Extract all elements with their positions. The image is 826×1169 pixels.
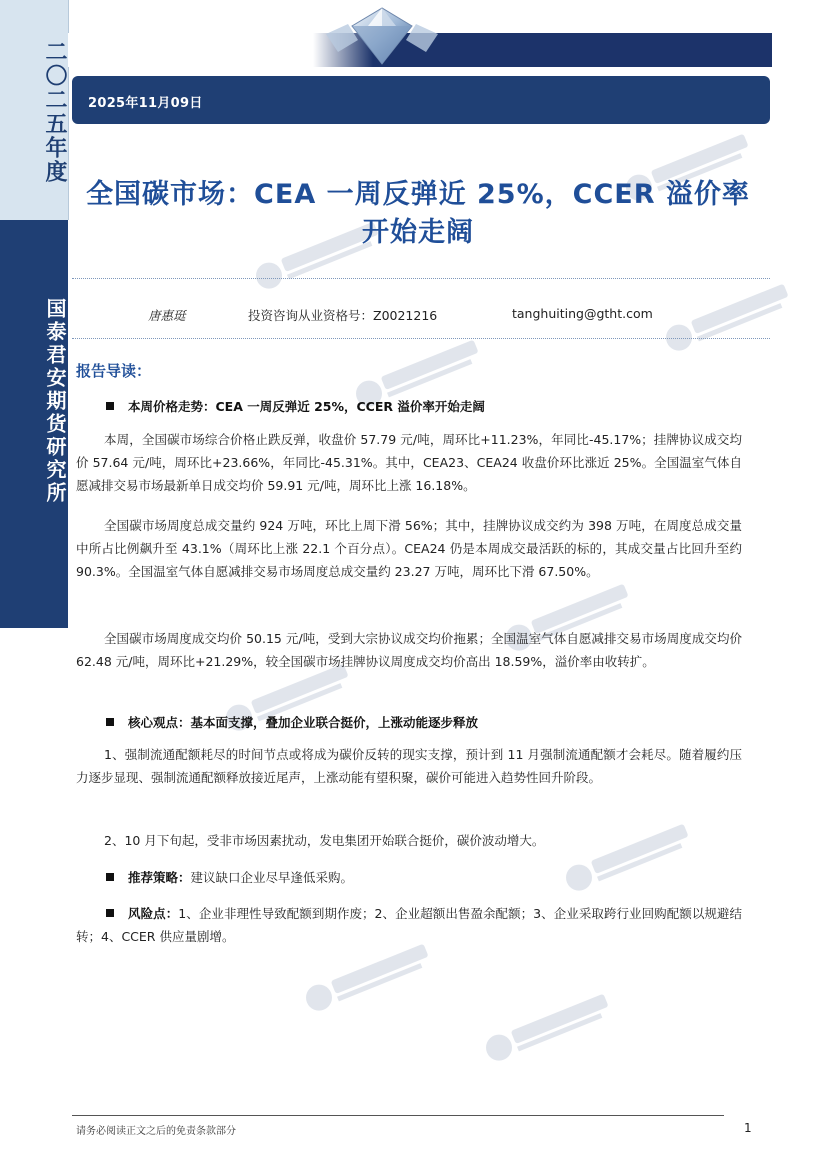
watermark-logo-icon — [659, 275, 802, 359]
author-certificate: 投资咨询从业资格号：Z0021216 — [248, 308, 438, 323]
risk-text: 1、企业非理性导致配额到期作废；2、企业超额出售盈余配额；3、企业采取跨行业回购配额以规避结转；4、CCER 供应量剧增。 — [76, 906, 742, 944]
bullet-square-icon — [106, 402, 114, 410]
author-email: tanghuiting@gtht.com — [512, 306, 653, 321]
bullet-square-icon — [106, 718, 114, 726]
sidebar-year: 二〇二五年度 — [42, 40, 68, 184]
summary-paragraph: 本周，全国碳市场综合价格止跌反弹，收盘价 57.79 元/吨，周环比+11.23%，年同比-45.17%；挂牌协议成交均价 57.64 元/吨，周环比+23.66%，年同比-45.31%。其中，CEA23、CEA24 收盘价环比涨近 25%。全国温室气体自愿减排交易市场最新单日成交均价 59.91 元/吨，周环比上涨 16.18%。 — [76, 432, 742, 493]
divider — [72, 278, 770, 279]
core-view-heading: 核心观点：基本面支撑，叠加企业联合挺价，上涨动能逐步释放 — [106, 713, 478, 731]
bullet-square-icon — [106, 909, 114, 917]
footer-disclaimer: 请务必阅读正文之后的免责条款部分 — [76, 1126, 236, 1137]
divider — [72, 338, 770, 339]
price-trend-heading: 本周价格走势：CEA 一周反弹近 25%，CCER 溢价率开始走阔 — [106, 397, 485, 415]
sidebar-company: 国泰君安期货研究所 — [43, 298, 67, 505]
summary-paragraph: 全国碳市场周度成交均价 50.15 元/吨，受到大宗协议成交均价拖累；全国温室气体自愿减排交易市场周度成交均价 62.48 元/吨，周环比+21.29%，较全国碳市场挂牌协议周度成交均价高出 18.59%，溢价率由收转扩。 — [76, 631, 742, 669]
risk-label: 风险点： — [128, 906, 179, 921]
author-name: 唐惠珽 — [148, 308, 186, 323]
diamond-logo-icon — [318, 4, 446, 68]
section-heading: 报告导读： — [76, 362, 152, 380]
strategy-text: 建议缺口企业尽早逢低采购。 — [190, 870, 354, 885]
summary-paragraph: 全国碳市场周度总成交量约 924 万吨，环比上周下滑 56%；其中，挂牌协议成交约为 398 万吨，在周度总成交量中所占比例飙升至 43.1%（周环比上涨 22.1 个百分点）。CEA24 仍是本周成交最活跃的标的，其成交量占比回升至约 90.3%。全国温室气体自愿减排交易市场周度总成交量约 23.27 万吨，周环比下滑 67.50%。 — [76, 518, 742, 579]
strategy-line — [76, 866, 742, 889]
footer-divider — [72, 1115, 724, 1116]
bullet-square-icon — [106, 873, 114, 881]
risk-line — [76, 902, 742, 948]
strategy-label: 推荐策略： — [128, 870, 191, 885]
core-point: 2、10 月下旬起，受非市场因素扰动，发电集团开始联合挺价，碳价波动增大。 — [104, 833, 545, 848]
watermark-logo-icon — [479, 985, 622, 1069]
report-date: 2025年11月09日 — [88, 96, 203, 111]
core-point: 1、强制流通配额耗尽的时间节点或将成为碳价反转的现实支撑，预计到 11 月强制流通配额才会耗尽。随着履约压力逐步显现、强制流通配额释放接近尾声，上涨动能有望积聚，碳价可能进入趋势性回升阶段。 — [76, 747, 742, 785]
page-number: 1 — [744, 1121, 752, 1135]
report-title: 全国碳市场：CEA 一周反弹近 25%，CCER 溢价率开始走阔 — [86, 179, 750, 248]
